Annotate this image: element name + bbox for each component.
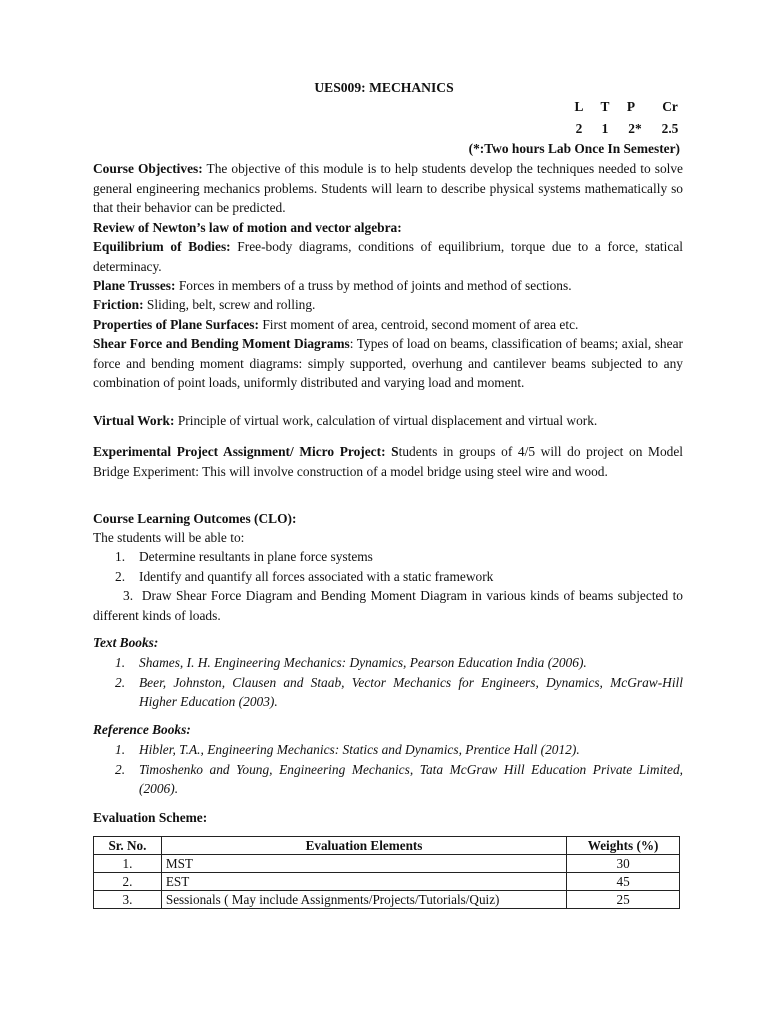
- table-cell-weight: 30: [567, 855, 680, 873]
- project-text: tudents in groups of 4/5 will do project on Model Bridge Experiment: This will involve construction of a model bridge using steel wire and wood.: [93, 444, 683, 479]
- plane-surfaces-text: First moment of area, centroid, second moment of area etc.: [258, 317, 579, 332]
- course-objectives-heading: Course Objectives:: [93, 161, 203, 176]
- list-item: [93, 760, 683, 799]
- shear-force-text: : Types of load on beams, classification of beams; axial, shear force and bending moment diagrams: simply supported, overhung and cantilever beams subjected to any combination of point loads, uniformly distributed and varying load and moment.: [93, 336, 683, 391]
- friction-heading: Friction:: [93, 297, 144, 312]
- table-cell-weight: 45: [567, 873, 680, 891]
- list-item-text: Hibler, T.A., Engineering Mechanics: Statics and Dynamics, Prentice Hall (2012).: [139, 742, 580, 757]
- plane-trusses-text: Forces in members of a truss by method of joints and method of sections.: [175, 278, 572, 293]
- friction-text: Sliding, belt, screw and rolling.: [143, 297, 316, 312]
- evaluation-heading: [93, 808, 683, 828]
- table-cell-sr-no: 2.: [94, 873, 162, 891]
- shear-force-section: [93, 334, 683, 393]
- table-row: [94, 873, 680, 891]
- list-item-text: Timoshenko and Young, Engineering Mechanics, Tata McGraw Hill Education Private Limited, (2006).: [139, 761, 683, 797]
- equilibrium-section: [93, 237, 683, 276]
- evaluation-heading-text: Evaluation Scheme:: [93, 810, 208, 825]
- clo-intro: The students will be able to:: [93, 530, 245, 545]
- course-objectives: [93, 159, 683, 218]
- clo-list: [93, 547, 683, 625]
- table-cell-sr-no: 3.: [94, 891, 162, 909]
- text-books-heading-text: Text Books:: [93, 635, 159, 650]
- reference-books-heading-text: Reference Books:: [93, 722, 191, 737]
- table-header-row: [94, 837, 680, 855]
- list-item-text: Draw Shear Force Diagram and Bending Moment Diagram in various kinds of beams subjected to different kinds of loads.: [93, 588, 683, 623]
- plane-trusses-section: [93, 276, 683, 296]
- project-heading: Experimental Project Assignment/ Micro Project: S: [93, 444, 399, 459]
- reference-books-heading: [93, 720, 683, 740]
- evaluation-table: [93, 836, 680, 909]
- project-section: [93, 442, 683, 481]
- list-item-text: Shames, I. H. Engineering Mechanics: Dynamics, Pearson Education India (2006).: [139, 655, 587, 670]
- virtual-work-heading: Virtual Work:: [93, 413, 175, 428]
- review-section: [93, 218, 683, 238]
- table-row: [94, 855, 680, 873]
- table-cell-element: EST: [161, 873, 566, 891]
- list-item: [93, 586, 683, 625]
- plane-surfaces-heading: Properties of Plane Surfaces:: [93, 317, 259, 332]
- clo-heading-text: Course Learning Outcomes (CLO):: [93, 511, 297, 526]
- ltp-value-l: 2: [575, 121, 583, 136]
- page-title: UES009: MECHANICS: [314, 80, 454, 95]
- text-books-list: [93, 653, 683, 712]
- plane-surfaces-section: [93, 315, 683, 335]
- list-item: [93, 740, 683, 760]
- course-objectives-text: The objective of this module is to help students develop the techniques needed to solve general engineering mechanics problems. Students will learn to describe physical systems mathematically so that their behavior can be predicted.: [93, 161, 683, 216]
- text-books-heading: [93, 633, 683, 653]
- column-header-weights: Weights (%): [567, 837, 680, 855]
- column-header-evaluation-elements: Evaluation Elements: [161, 837, 566, 855]
- list-item: [93, 673, 683, 712]
- table-cell-element: MST: [161, 855, 566, 873]
- ltp-value-p: 2*: [628, 121, 642, 136]
- list-item-number: 2.: [115, 761, 126, 777]
- virtual-work-section: [93, 411, 683, 431]
- equilibrium-heading: Equilibrium of Bodies:: [93, 239, 231, 254]
- virtual-work-text: Principle of virtual work, calculation of virtual displacement and virtual work.: [174, 413, 598, 428]
- list-item: [93, 547, 683, 567]
- lab-note: (*:Two hours Lab Once In Semester): [468, 141, 680, 156]
- list-item-number: 1.: [115, 742, 126, 757]
- equilibrium-text: Free-body diagrams, conditions of equilibrium, torque due to a force, statical determinacy.: [93, 239, 683, 274]
- ltp-header-t: T: [600, 99, 610, 114]
- plane-trusses-heading: Plane Trusses:: [93, 278, 176, 293]
- table-row: [94, 891, 680, 909]
- ltp-header-p: P: [626, 99, 636, 114]
- ltp-header-l: L: [574, 99, 584, 114]
- list-item-text: Beer, Johnston, Clausen and Staab, Vector Mechanics for Engineers, Dynamics, McGraw-Hill Higher Education (2003).: [139, 674, 683, 710]
- list-item: [93, 653, 683, 673]
- list-item-number: 2.: [115, 568, 126, 584]
- list-item: [93, 567, 683, 587]
- table-cell-weight: 25: [567, 891, 680, 909]
- list-item-text: Identify and quantify all forces associated with a static framework: [139, 568, 494, 584]
- list-item-number: 3.: [123, 588, 134, 604]
- list-item-text: Determine resultants in plane force systems: [139, 549, 373, 564]
- review-heading: Review of Newton’s law of motion and vector algebra:: [93, 220, 402, 235]
- table-cell-sr-no: 1.: [94, 855, 162, 873]
- list-item-number: 1.: [115, 655, 126, 670]
- list-item-number: 1.: [115, 549, 126, 564]
- clo-heading: [93, 509, 683, 529]
- column-header-sr-no: Sr. No.: [94, 837, 162, 855]
- reference-books-list: [93, 740, 683, 799]
- ltp-value-cr: 2.5: [661, 121, 679, 136]
- ltp-header-cr: Cr: [662, 99, 678, 114]
- ltp-value-t: 1: [601, 121, 609, 136]
- list-item-number: 2.: [115, 674, 126, 690]
- friction-section: [93, 295, 683, 315]
- shear-force-heading: Shear Force and Bending Moment Diagrams: [93, 336, 350, 351]
- table-cell-element: Sessionals ( May include Assignments/Projects/Tutorials/Quiz): [161, 891, 566, 909]
